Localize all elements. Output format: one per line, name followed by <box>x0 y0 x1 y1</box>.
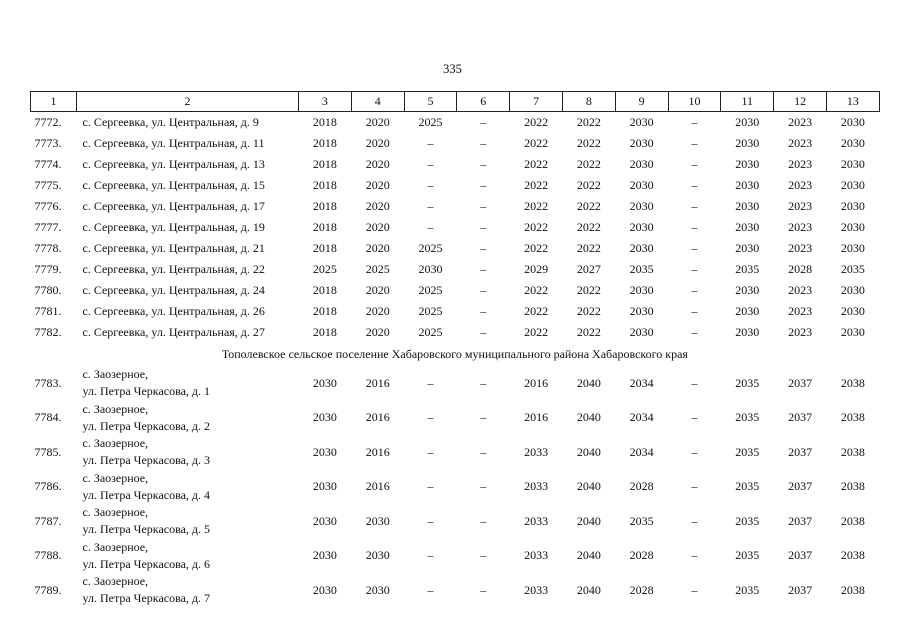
row-address <box>77 366 299 401</box>
row-value: 2035 <box>735 444 760 459</box>
row-value: 2030 <box>840 199 865 213</box>
row-value: 2030 <box>735 325 760 339</box>
header-row <box>31 92 880 112</box>
row-value: – <box>427 220 434 234</box>
row-value: 2025 <box>418 304 443 318</box>
row-value: – <box>427 157 434 171</box>
row-value: 2022 <box>576 283 601 297</box>
column-header: 3 <box>299 92 352 112</box>
row-value: 2020 <box>365 199 390 213</box>
row-number: 7774. <box>34 157 62 171</box>
row-value: 2038 <box>840 582 865 597</box>
row-address: с. Сергеевка, ул. Центральная, д. 27 <box>82 325 265 339</box>
row-value: 2040 <box>576 375 601 390</box>
row-address: с. Сергеевка, ул. Центральная, д. 19 <box>82 220 265 234</box>
row-value: 2038 <box>840 513 865 528</box>
row-value: 2022 <box>576 325 601 339</box>
address-line-1: с. Заозерное, <box>82 505 149 520</box>
row-value: 2030 <box>735 178 760 192</box>
row-address: с. Сергеевка, ул. Центральная, д. 9 <box>82 115 259 129</box>
row-value: 2022 <box>524 283 549 297</box>
row-value: 2030 <box>840 220 865 234</box>
row-value: 2030 <box>735 157 760 171</box>
row-value: 2030 <box>312 479 337 494</box>
row-value: 2020 <box>365 157 390 171</box>
row-value: 2018 <box>312 136 337 150</box>
row-value: – <box>427 199 434 213</box>
column-header: 11 <box>721 92 774 112</box>
row-address <box>77 573 299 608</box>
row-address: с. Сергеевка, ул. Центральная, д. 26 <box>82 304 265 318</box>
row-value: 2035 <box>629 513 654 528</box>
row-value: 2023 <box>788 220 813 234</box>
row-value: 2040 <box>576 582 601 597</box>
row-value: 2040 <box>576 410 601 425</box>
row-number: 7783. <box>34 375 62 390</box>
row-value: 2037 <box>788 375 813 390</box>
table-row <box>31 301 880 322</box>
table-header <box>31 92 880 112</box>
row-value: 2030 <box>312 582 337 597</box>
row-value: – <box>691 241 698 255</box>
row-value: 2020 <box>365 136 390 150</box>
row-value: 2035 <box>629 262 654 276</box>
row-value: 2030 <box>312 375 337 390</box>
row-address: с. Сергеевка, ул. Центральная, д. 24 <box>82 283 265 297</box>
column-header: 10 <box>668 92 721 112</box>
row-number: 7781. <box>34 304 62 318</box>
table-row <box>31 435 880 470</box>
row-value: 2030 <box>312 548 337 563</box>
row-value: – <box>480 157 487 171</box>
row-value: 2020 <box>365 325 390 339</box>
row-value: 2033 <box>524 444 549 459</box>
row-value: 2030 <box>365 582 390 597</box>
row-value: 2030 <box>629 157 654 171</box>
row-value: 2025 <box>312 262 337 276</box>
row-value: 2025 <box>365 262 390 276</box>
section-title: Тополевское сельское поселение Хабаровского муниципального района Хабаровского края <box>221 347 688 361</box>
row-number: 7779. <box>34 262 62 276</box>
row-value: – <box>691 375 698 390</box>
address-line-2: ул. Петра Черкасова, д. 4 <box>82 487 211 502</box>
row-value: – <box>427 479 434 494</box>
row-value: 2030 <box>629 178 654 192</box>
row-value: 2038 <box>840 375 865 390</box>
row-value: 2022 <box>524 157 549 171</box>
row-value: 2028 <box>629 479 654 494</box>
table-row <box>31 470 880 505</box>
row-value: 2035 <box>735 479 760 494</box>
row-value: 2022 <box>524 199 549 213</box>
row-value: 2018 <box>312 283 337 297</box>
row-value: 2030 <box>418 262 443 276</box>
row-value: 2023 <box>788 283 813 297</box>
table-row <box>31 112 880 134</box>
row-value: 2037 <box>788 479 813 494</box>
address-line-2: ул. Петра Черкасова, д. 7 <box>82 591 211 606</box>
row-value: 2038 <box>840 479 865 494</box>
row-value: – <box>480 410 487 425</box>
row-value: 2030 <box>312 444 337 459</box>
row-value: – <box>427 548 434 563</box>
row-value: 2018 <box>312 199 337 213</box>
row-value: 2018 <box>312 115 337 129</box>
row-value: 2034 <box>629 444 654 459</box>
address-line-2: ул. Петра Черкасова, д. 3 <box>82 453 211 468</box>
row-value: – <box>691 548 698 563</box>
row-value: – <box>691 157 698 171</box>
row-value: 2038 <box>840 444 865 459</box>
row-value: – <box>691 582 698 597</box>
row-value: 2018 <box>312 220 337 234</box>
row-value: 2035 <box>735 548 760 563</box>
row-value: 2030 <box>629 283 654 297</box>
row-value: 2030 <box>840 115 865 129</box>
row-value: 2023 <box>788 178 813 192</box>
table-row <box>31 175 880 196</box>
row-value: 2033 <box>524 513 549 528</box>
address-line-1: с. Заозерное, <box>82 539 149 554</box>
row-value: 2023 <box>788 325 813 339</box>
column-header: 4 <box>351 92 404 112</box>
address-line-1: с. Заозерное, <box>82 470 149 485</box>
row-value: 2034 <box>629 410 654 425</box>
row-value: 2030 <box>735 199 760 213</box>
row-value: 2035 <box>735 375 760 390</box>
row-number: 7789. <box>34 582 62 597</box>
row-value: 2018 <box>312 178 337 192</box>
row-number: 7782. <box>34 325 62 339</box>
address-line-2: ул. Петра Черкасова, д. 2 <box>82 418 211 433</box>
row-value: 2040 <box>576 548 601 563</box>
row-value: 2025 <box>418 241 443 255</box>
row-value: 2030 <box>735 304 760 318</box>
table-row <box>31 539 880 574</box>
row-value: 2030 <box>365 548 390 563</box>
row-value: 2030 <box>312 410 337 425</box>
row-address: с. Сергеевка, ул. Центральная, д. 15 <box>82 178 265 192</box>
row-value: 2018 <box>312 157 337 171</box>
row-value: 2020 <box>365 241 390 255</box>
address-line-1: с. Заозерное, <box>82 574 149 589</box>
row-address: с. Сергеевка, ул. Центральная, д. 17 <box>82 199 265 213</box>
row-value: 2037 <box>788 548 813 563</box>
row-value: 2035 <box>840 262 865 276</box>
address-line-1: с. Заозерное, <box>82 367 149 382</box>
row-value: 2034 <box>629 375 654 390</box>
row-value: 2025 <box>418 283 443 297</box>
column-header: 13 <box>826 92 879 112</box>
row-number: 7775. <box>34 178 62 192</box>
row-value: 2035 <box>735 513 760 528</box>
column-header: 6 <box>457 92 510 112</box>
row-value: – <box>691 283 698 297</box>
row-value: 2030 <box>629 304 654 318</box>
row-value: – <box>691 262 698 276</box>
row-value: 2022 <box>576 136 601 150</box>
row-value: 2020 <box>365 178 390 192</box>
row-value: 2035 <box>735 410 760 425</box>
row-value: – <box>427 410 434 425</box>
column-header: 1 <box>31 92 77 112</box>
row-value: 2030 <box>840 304 865 318</box>
column-header: 2 <box>77 92 299 112</box>
row-value: 2022 <box>524 304 549 318</box>
row-value: 2025 <box>418 115 443 129</box>
row-value: – <box>480 178 487 192</box>
row-value: – <box>480 548 487 563</box>
row-value: 2033 <box>524 479 549 494</box>
row-value: – <box>480 582 487 597</box>
row-value: 2028 <box>788 262 813 276</box>
row-value: 2037 <box>788 582 813 597</box>
row-address: с. Сергеевка, ул. Центральная, д. 22 <box>82 262 265 276</box>
table-row <box>31 322 880 343</box>
table-row <box>31 217 880 238</box>
row-value: 2030 <box>312 513 337 528</box>
row-value: – <box>480 199 487 213</box>
row-value: 2018 <box>312 325 337 339</box>
row-value: 2022 <box>576 178 601 192</box>
row-value: – <box>691 479 698 494</box>
row-value: 2038 <box>840 410 865 425</box>
row-value: – <box>480 262 487 276</box>
row-number: 7788. <box>34 548 62 563</box>
table-row <box>31 573 880 608</box>
row-value: 2016 <box>365 375 390 390</box>
row-value: – <box>480 241 487 255</box>
row-value: – <box>691 444 698 459</box>
row-address <box>77 539 299 574</box>
row-value: 2020 <box>365 115 390 129</box>
row-value: 2035 <box>735 262 760 276</box>
row-value: 2028 <box>629 548 654 563</box>
row-value: 2022 <box>576 241 601 255</box>
row-value: 2030 <box>735 115 760 129</box>
row-value: – <box>480 115 487 129</box>
row-value: – <box>691 513 698 528</box>
row-value: – <box>691 178 698 192</box>
row-value: 2030 <box>840 136 865 150</box>
row-value: 2040 <box>576 444 601 459</box>
row-value: – <box>427 582 434 597</box>
row-value: – <box>427 375 434 390</box>
row-value: 2023 <box>788 199 813 213</box>
row-value: 2030 <box>365 513 390 528</box>
housing-table <box>30 91 880 608</box>
table-body <box>31 112 880 608</box>
row-value: – <box>480 444 487 459</box>
row-value: 2030 <box>629 115 654 129</box>
row-value: 2022 <box>576 199 601 213</box>
row-value: 2040 <box>576 479 601 494</box>
row-value: 2030 <box>629 241 654 255</box>
row-value: – <box>691 220 698 234</box>
address-line-2: ул. Петра Черкасова, д. 5 <box>82 522 211 537</box>
row-value: 2023 <box>788 157 813 171</box>
row-value: – <box>427 178 434 192</box>
row-value: 2030 <box>629 136 654 150</box>
row-address: с. Сергеевка, ул. Центральная, д. 21 <box>82 241 265 255</box>
row-value: 2040 <box>576 513 601 528</box>
row-address: с. Сергеевка, ул. Центральная, д. 13 <box>82 157 265 171</box>
row-value: 2033 <box>524 582 549 597</box>
row-value: – <box>480 220 487 234</box>
row-value: 2016 <box>365 444 390 459</box>
row-value: 2030 <box>840 283 865 297</box>
row-value: 2030 <box>735 283 760 297</box>
row-value: 2030 <box>629 325 654 339</box>
row-value: – <box>480 136 487 150</box>
row-value: – <box>480 325 487 339</box>
column-header: 7 <box>510 92 563 112</box>
row-value: 2022 <box>524 178 549 192</box>
row-value: 2020 <box>365 283 390 297</box>
row-value: 2038 <box>840 548 865 563</box>
row-value: – <box>480 304 487 318</box>
row-number: 7772. <box>34 115 62 129</box>
row-number: 7785. <box>34 444 62 459</box>
address-line-2: ул. Петра Черкасова, д. 6 <box>82 556 211 571</box>
row-value: – <box>691 136 698 150</box>
row-value: 2025 <box>418 325 443 339</box>
row-value: 2030 <box>840 325 865 339</box>
row-value: 2030 <box>840 178 865 192</box>
table-row <box>31 280 880 301</box>
row-value: 2016 <box>365 479 390 494</box>
table-row <box>31 366 880 401</box>
row-number: 7778. <box>34 241 62 255</box>
row-value: 2018 <box>312 241 337 255</box>
row-value: – <box>691 410 698 425</box>
table-row <box>31 154 880 175</box>
row-value: – <box>480 513 487 528</box>
row-value: 2022 <box>576 115 601 129</box>
row-value: 2016 <box>365 410 390 425</box>
row-value: – <box>691 115 698 129</box>
table-row <box>31 259 880 280</box>
row-value: 2022 <box>524 136 549 150</box>
row-value: – <box>427 136 434 150</box>
row-value: 2030 <box>840 157 865 171</box>
table-row <box>31 238 880 259</box>
address-line-2: ул. Петра Черкасова, д. 1 <box>82 384 211 399</box>
row-number: 7786. <box>34 479 62 494</box>
row-value: 2029 <box>524 262 549 276</box>
row-address <box>77 504 299 539</box>
row-value: 2030 <box>735 220 760 234</box>
row-value: 2030 <box>735 241 760 255</box>
row-value: 2022 <box>576 157 601 171</box>
section-row <box>31 343 880 366</box>
row-value: – <box>480 479 487 494</box>
row-value: 2035 <box>735 582 760 597</box>
row-number: 7777. <box>34 220 62 234</box>
row-value: 2023 <box>788 136 813 150</box>
row-address: с. Сергеевка, ул. Центральная, д. 11 <box>82 136 265 150</box>
row-value: 2022 <box>524 325 549 339</box>
row-value: 2030 <box>735 136 760 150</box>
row-value: 2037 <box>788 410 813 425</box>
row-value: 2033 <box>524 548 549 563</box>
row-value: – <box>691 199 698 213</box>
row-value: 2028 <box>629 582 654 597</box>
table-row <box>31 401 880 436</box>
row-address <box>77 470 299 505</box>
page-number: 335 <box>443 62 462 76</box>
row-value: 2018 <box>312 304 337 318</box>
row-value: 2016 <box>524 410 549 425</box>
address-line-1: с. Заозерное, <box>82 436 149 451</box>
row-address <box>77 435 299 470</box>
column-header: 9 <box>615 92 668 112</box>
table-row <box>31 196 880 217</box>
row-number: 7780. <box>34 283 62 297</box>
row-value: 2030 <box>629 220 654 234</box>
row-value: 2030 <box>629 199 654 213</box>
row-value: 2023 <box>788 241 813 255</box>
row-value: 2022 <box>524 241 549 255</box>
row-value: 2022 <box>524 220 549 234</box>
row-value: 2023 <box>788 115 813 129</box>
row-address <box>77 401 299 436</box>
table-row <box>31 504 880 539</box>
row-value: – <box>691 325 698 339</box>
table-row <box>31 133 880 154</box>
column-header: 12 <box>774 92 827 112</box>
row-value: 2030 <box>840 241 865 255</box>
row-value: 2020 <box>365 220 390 234</box>
row-number: 7773. <box>34 136 62 150</box>
row-value: – <box>480 283 487 297</box>
row-value: 2020 <box>365 304 390 318</box>
row-value: 2022 <box>524 115 549 129</box>
row-value: 2023 <box>788 304 813 318</box>
row-number: 7787. <box>34 513 62 528</box>
row-value: 2037 <box>788 513 813 528</box>
row-value: 2022 <box>576 220 601 234</box>
row-value: 2037 <box>788 444 813 459</box>
row-number: 7784. <box>34 410 62 425</box>
row-value: 2027 <box>576 262 601 276</box>
row-value: – <box>427 513 434 528</box>
row-value: – <box>427 444 434 459</box>
column-header: 8 <box>562 92 615 112</box>
row-value: 2016 <box>524 375 549 390</box>
row-value: – <box>480 375 487 390</box>
row-number: 7776. <box>34 199 62 213</box>
column-header: 5 <box>404 92 457 112</box>
row-value: 2022 <box>576 304 601 318</box>
row-value: – <box>691 304 698 318</box>
address-line-1: с. Заозерное, <box>82 401 149 416</box>
